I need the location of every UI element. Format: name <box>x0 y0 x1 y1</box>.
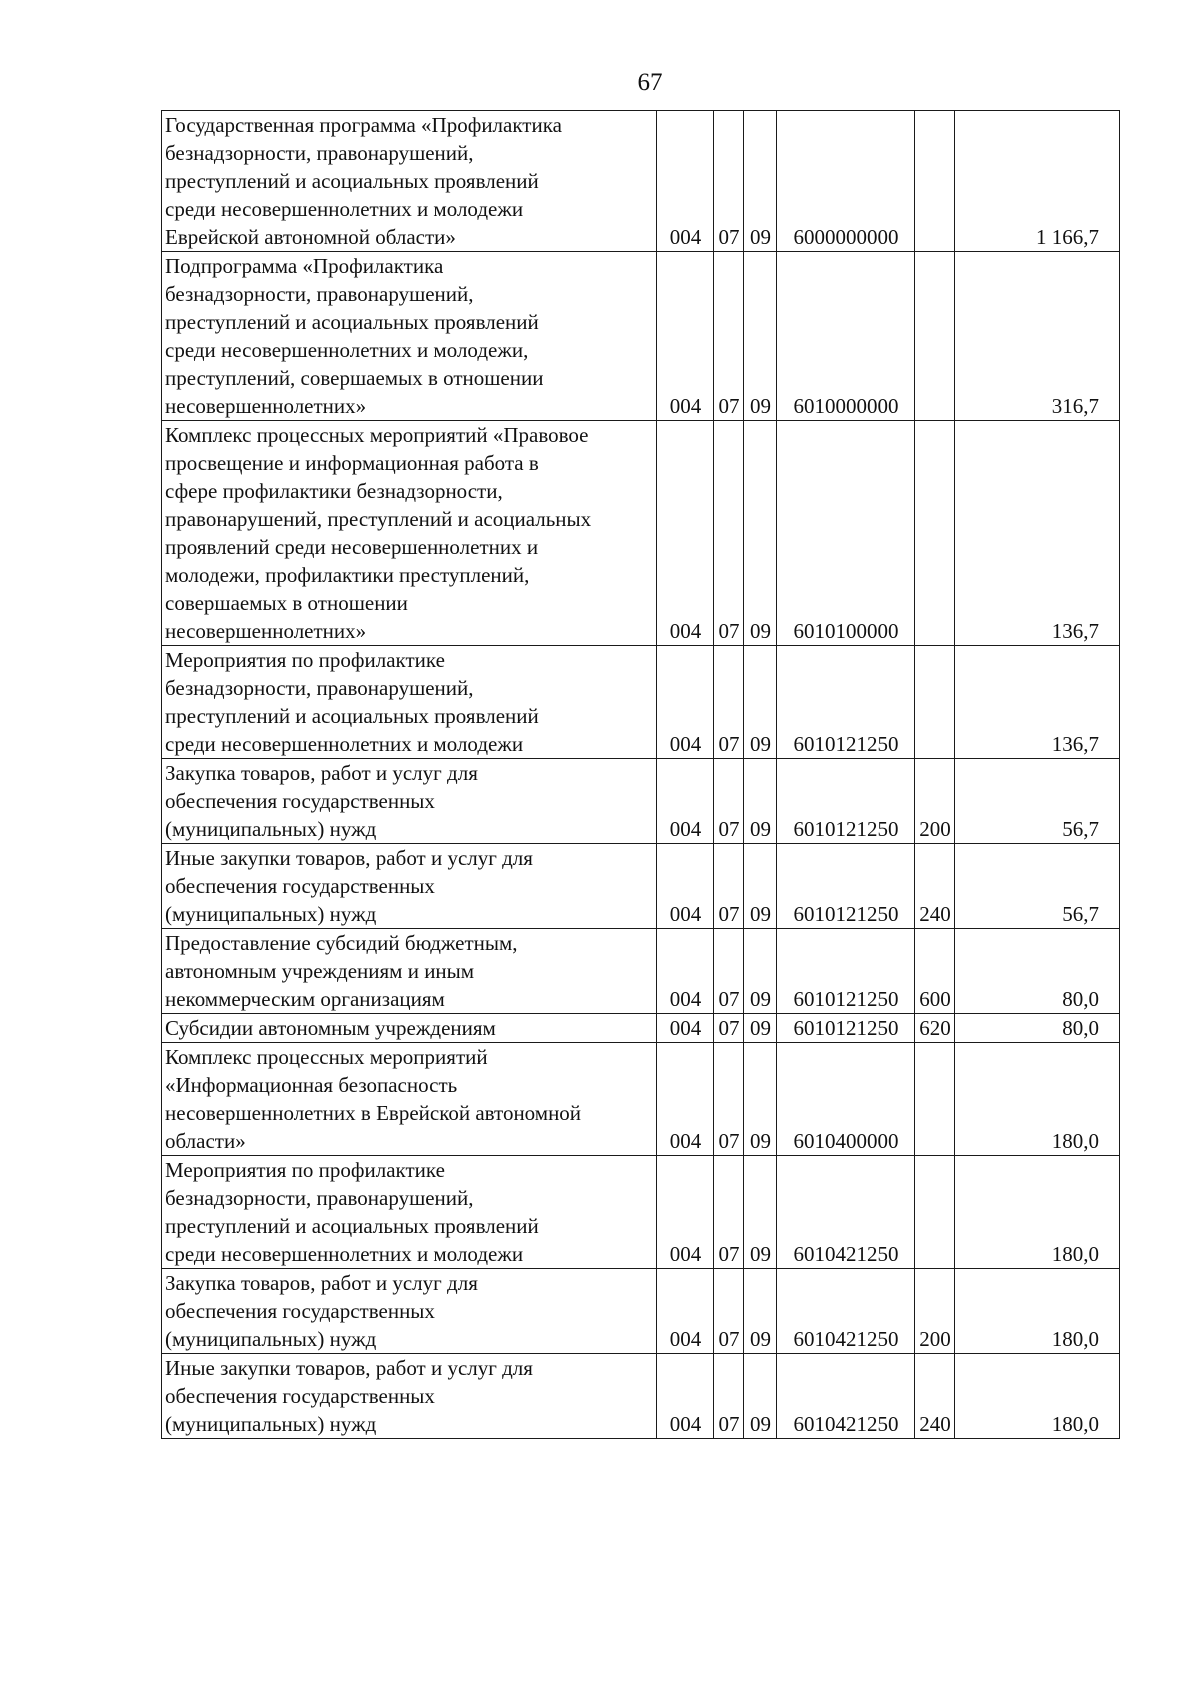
expense-type-code <box>915 421 955 646</box>
row-name: Подпрограмма «Профилактика безнадзорности, правонарушений, преступлений и асоциальных проявлений среди несовершеннолетних и молодежи, преступлений, совершаемых в отношении несовершеннолетних» <box>162 252 657 421</box>
table-row <box>162 1156 1120 1269</box>
table-row <box>162 1043 1120 1156</box>
expense-type-code: 620 <box>915 1014 955 1043</box>
target-code: 6000000000 <box>777 111 915 252</box>
amount: 180,0 <box>955 1156 1120 1269</box>
table-row <box>162 1269 1120 1354</box>
expense-type-code <box>915 1156 955 1269</box>
subsection-code: 09 <box>744 1043 777 1156</box>
subsection-code: 09 <box>744 252 777 421</box>
section-code: 07 <box>714 844 744 929</box>
ministry-code: 004 <box>657 1269 714 1354</box>
table-row <box>162 929 1120 1014</box>
ministry-code: 004 <box>657 421 714 646</box>
section-code: 07 <box>714 929 744 1014</box>
row-name: Субсидии автономным учреждениям <box>162 1014 657 1043</box>
section-code: 07 <box>714 646 744 759</box>
amount: 80,0 <box>955 929 1120 1014</box>
row-name: Государственная программа «Профилактика безнадзорности, правонарушений, преступлений и асоциальных проявлений среди несовершеннолетних и молодежи Еврейской автономной области» <box>162 111 657 252</box>
section-code: 07 <box>714 1269 744 1354</box>
page-number: 67 <box>637 69 663 96</box>
row-name: Предоставление субсидий бюджетным, автономным учреждениям и иным некоммерческим организациям <box>162 929 657 1014</box>
row-name: Мероприятия по профилактике безнадзорности, правонарушений, преступлений и асоциальных проявлений среди несовершеннолетних и молодежи <box>162 646 657 759</box>
budget-table <box>161 110 1120 1439</box>
ministry-code: 004 <box>657 759 714 844</box>
subsection-code: 09 <box>744 1014 777 1043</box>
target-code: 6010421250 <box>777 1354 915 1439</box>
target-code: 6010121250 <box>777 1014 915 1043</box>
section-code: 07 <box>714 421 744 646</box>
table-row <box>162 421 1120 646</box>
section-code: 07 <box>714 252 744 421</box>
subsection-code: 09 <box>744 111 777 252</box>
amount: 180,0 <box>955 1269 1120 1354</box>
table-row <box>162 1354 1120 1439</box>
amount: 136,7 <box>955 421 1120 646</box>
target-code: 6010100000 <box>777 421 915 646</box>
row-name: Закупка товаров, работ и услуг для обеспечения государственных (муниципальных) нужд <box>162 759 657 844</box>
table-row <box>162 252 1120 421</box>
ministry-code: 004 <box>657 929 714 1014</box>
ministry-code: 004 <box>657 844 714 929</box>
target-code: 6010421250 <box>777 1269 915 1354</box>
expense-type-code <box>915 111 955 252</box>
subsection-code: 09 <box>744 1354 777 1439</box>
ministry-code: 004 <box>657 111 714 252</box>
section-code: 07 <box>714 1014 744 1043</box>
section-code: 07 <box>714 111 744 252</box>
target-code: 6010000000 <box>777 252 915 421</box>
table-row <box>162 646 1120 759</box>
target-code: 6010400000 <box>777 1043 915 1156</box>
ministry-code: 004 <box>657 646 714 759</box>
expense-type-code: 240 <box>915 844 955 929</box>
target-code: 6010121250 <box>777 646 915 759</box>
target-code: 6010421250 <box>777 1156 915 1269</box>
ministry-code: 004 <box>657 1156 714 1269</box>
subsection-code: 09 <box>744 759 777 844</box>
expense-type-code: 200 <box>915 759 955 844</box>
row-name: Мероприятия по профилактике безнадзорности, правонарушений, преступлений и асоциальных проявлений среди несовершеннолетних и молодежи <box>162 1156 657 1269</box>
expense-type-code <box>915 646 955 759</box>
section-code: 07 <box>714 759 744 844</box>
row-name: Закупка товаров, работ и услуг для обеспечения государственных (муниципальных) нужд <box>162 1269 657 1354</box>
table-row <box>162 111 1120 252</box>
expense-type-code <box>915 252 955 421</box>
expense-type-code: 240 <box>915 1354 955 1439</box>
section-code: 07 <box>714 1043 744 1156</box>
ministry-code: 004 <box>657 1043 714 1156</box>
ministry-code: 004 <box>657 252 714 421</box>
amount: 1 166,7 <box>955 111 1120 252</box>
subsection-code: 09 <box>744 1156 777 1269</box>
subsection-code: 09 <box>744 929 777 1014</box>
subsection-code: 09 <box>744 646 777 759</box>
target-code: 6010121250 <box>777 844 915 929</box>
section-code: 07 <box>714 1156 744 1269</box>
amount: 80,0 <box>955 1014 1120 1043</box>
row-name: Комплекс процессных мероприятий «Информационная безопасность несовершеннолетних в Еврейской автономной области» <box>162 1043 657 1156</box>
table-row <box>162 1014 1120 1043</box>
ministry-code: 004 <box>657 1354 714 1439</box>
expense-type-code: 600 <box>915 929 955 1014</box>
target-code: 6010121250 <box>777 759 915 844</box>
amount: 136,7 <box>955 646 1120 759</box>
amount: 180,0 <box>955 1043 1120 1156</box>
subsection-code: 09 <box>744 1269 777 1354</box>
table-row <box>162 759 1120 844</box>
table-row <box>162 844 1120 929</box>
row-name: Иные закупки товаров, работ и услуг для обеспечения государственных (муниципальных) нужд <box>162 844 657 929</box>
row-name: Комплекс процессных мероприятий «Правовое просвещение и информационная работа в сфере профилактики безнадзорности, правонарушений, преступлений и асоциальных проявлений среди несовершеннолетних и молодежи, профилактики преступлений, совершаемых в отношении несовершеннолетних» <box>162 421 657 646</box>
expense-type-code: 200 <box>915 1269 955 1354</box>
subsection-code: 09 <box>744 421 777 646</box>
row-name: Иные закупки товаров, работ и услуг для обеспечения государственных (муниципальных) нужд <box>162 1354 657 1439</box>
target-code: 6010121250 <box>777 929 915 1014</box>
section-code: 07 <box>714 1354 744 1439</box>
amount: 56,7 <box>955 844 1120 929</box>
amount: 316,7 <box>955 252 1120 421</box>
ministry-code: 004 <box>657 1014 714 1043</box>
amount: 180,0 <box>955 1354 1120 1439</box>
subsection-code: 09 <box>744 844 777 929</box>
amount: 56,7 <box>955 759 1120 844</box>
expense-type-code <box>915 1043 955 1156</box>
